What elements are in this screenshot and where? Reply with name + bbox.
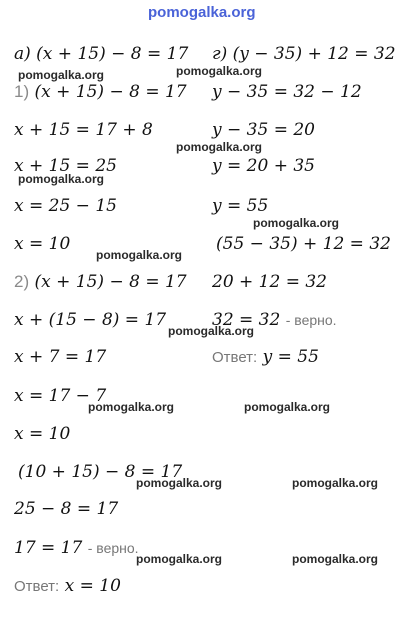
equation-line: x = 17 − 7 <box>14 386 107 406</box>
equation-line: y = 55 <box>212 196 269 216</box>
watermark-label: pomogalka.org <box>244 400 331 414</box>
equation-line: x + 15 = 17 + 8 <box>14 120 153 140</box>
equation-line: y − 35 = 20 <box>212 120 315 140</box>
watermark-label: pomogalka.org <box>136 552 223 566</box>
verification-note: - верно. <box>87 540 139 556</box>
watermark-label: pomogalka.org <box>292 552 379 566</box>
equation-line: x + (15 − 8) = 17 <box>14 310 167 330</box>
verification-note: - верно. <box>285 312 337 328</box>
verification-line: 20 + 12 = 32 <box>212 272 327 292</box>
problem-g: г) (y − 35) + 12 = 32 <box>212 44 396 64</box>
watermark-label: pomogalka.org <box>18 172 105 186</box>
watermark-top: pomogalka.org <box>148 4 256 21</box>
step1-label: 1) <box>14 82 30 101</box>
equation-line: x = 25 − 15 <box>14 196 117 216</box>
equation-line: x = 10 <box>14 234 71 254</box>
answer-value: x = 10 <box>64 576 121 596</box>
answer-label: Ответ: <box>14 578 60 595</box>
watermark-label: pomogalka.org <box>253 216 340 230</box>
equation-line: x = 10 <box>14 424 71 444</box>
equation-line: x + 15 = 25 <box>14 156 117 176</box>
verification-expression: 32 = 32 <box>212 310 281 330</box>
watermark-label: pomogalka.org <box>96 248 183 262</box>
answer-label: Ответ: <box>212 349 258 366</box>
answer-value: y = 55 <box>262 347 319 367</box>
step2-expression: (x + 15) − 8 = 17 <box>34 272 187 292</box>
step2-label: 2) <box>14 272 30 291</box>
watermark-label: pomogalka.org <box>88 400 175 414</box>
watermark-label: pomogalka.org <box>176 140 263 154</box>
answer-line-g <box>212 347 319 368</box>
step1-check-line <box>14 82 187 102</box>
equation-line: y = 20 + 35 <box>212 156 315 176</box>
verification-line: 25 − 8 = 17 <box>14 499 119 519</box>
watermark-label: pomogalka.org <box>136 476 223 490</box>
problem-a: а) (x + 15) − 8 = 17 <box>14 44 189 64</box>
verification-line: (10 + 15) − 8 = 17 <box>18 462 183 482</box>
watermark-label: pomogalka.org <box>168 324 255 338</box>
verification-line: (55 − 35) + 12 = 32 <box>216 234 391 254</box>
step2-check-line <box>14 272 187 292</box>
answer-line-a <box>14 576 121 597</box>
equation-line: y − 35 = 32 − 12 <box>212 82 362 102</box>
watermark-label: pomogalka.org <box>292 476 379 490</box>
step1-expression: (x + 15) − 8 = 17 <box>34 82 187 102</box>
verification-expression: 17 = 17 <box>14 538 83 558</box>
watermark-label: pomogalka.org <box>176 64 263 78</box>
watermark-label: pomogalka.org <box>18 68 105 82</box>
verification-result-line <box>14 538 139 558</box>
equation-line: x + 7 = 17 <box>14 347 107 367</box>
